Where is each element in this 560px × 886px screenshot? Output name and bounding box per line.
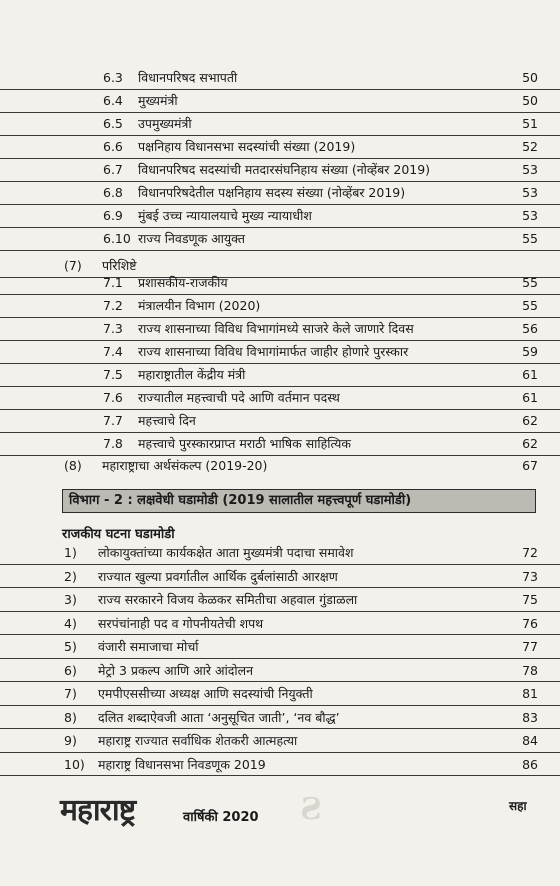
toc-entry-number: 6.7 [103, 162, 123, 177]
toc-page-number: 86 [522, 756, 538, 772]
toc-entry-number: 6.9 [103, 208, 123, 223]
toc-entry [0, 730, 560, 753]
toc-entry [0, 159, 560, 182]
toc-entry-number: 10) [64, 756, 85, 772]
toc-page-number: 61 [522, 390, 538, 405]
magazine-edition: वार्षिकी 2020 [183, 810, 259, 825]
toc-entry-title: विधानपरिषद सभापती [138, 70, 238, 85]
toc-entry [0, 410, 560, 433]
toc-entry [0, 90, 560, 113]
toc-entry-number: 4) [64, 615, 77, 631]
toc-group-8 [0, 455, 560, 478]
toc-entry-number: 7.3 [103, 321, 123, 336]
toc-entry-title: वंजारी समाजाचा मोर्चा [98, 639, 199, 654]
toc-entry-title: पक्षनिहाय विधानसभा सदस्यांची संख्या (2019) [138, 139, 356, 154]
section-subheading: राजकीय घटना घडामोडी [62, 527, 175, 542]
toc-entry-number: 6.3 [103, 70, 123, 85]
toc-entry-title: मुख्यमंत्री [138, 93, 178, 108]
toc-entry-number: 7.7 [103, 413, 123, 428]
toc-page-number: 62 [522, 436, 538, 451]
toc-entry [0, 272, 560, 295]
toc-entry-number: 8) [64, 709, 77, 725]
toc-group-number: (7) [64, 258, 82, 273]
toc-entry-title: विधानपरिषदेतील पक्षनिहाय सदस्य संख्या (नोव्हेंबर 2019) [138, 185, 406, 200]
toc-entry-number: 3) [64, 592, 77, 607]
toc-page-number: 56 [522, 321, 538, 336]
toc-page-number: 78 [522, 662, 538, 678]
toc-entry-title: राज्यात खुल्या प्रवर्गातील आर्थिक दुर्बलांसाठी आरक्षण [98, 568, 338, 584]
toc-entry-title: राज्य शासनाच्या विविध विभागांमध्ये साजरे केले जाणारे दिवस [138, 321, 414, 336]
toc-entry-number: 6.6 [103, 139, 123, 154]
toc-entry-number: 7.6 [103, 390, 123, 405]
toc-entry-number: 7) [64, 686, 77, 701]
page-folio: सहा [509, 799, 527, 813]
toc-page-number: 59 [522, 344, 538, 359]
toc-page-number: 53 [522, 208, 538, 223]
toc-page-number: 55 [522, 275, 538, 290]
toc-group-title: महाराष्ट्राचा अर्थसंकल्प (2019-20) [102, 458, 268, 473]
toc-entry-number: 6.4 [103, 93, 123, 108]
toc-page-number: 76 [522, 615, 538, 631]
toc-page-number: 53 [522, 162, 538, 177]
toc-entry [0, 636, 560, 659]
toc-entry-title: उपमुख्यमंत्री [138, 116, 192, 131]
toc-entry-title: मुंबई उच्च न्यायालयाचे मुख्य न्यायाधीश [138, 208, 312, 223]
toc-entry-title: सरपंचांनाही पद व गोपनीयतेची शपथ [98, 615, 264, 631]
toc-entry-number: 7.8 [103, 436, 123, 451]
toc-entry-title: एमपीएससीच्या अध्यक्ष आणि सदस्यांची नियुक्ती [98, 686, 313, 701]
toc-page-number: 51 [522, 116, 538, 131]
toc-entry-number: 2) [64, 568, 77, 584]
toc-entry-number: 7.2 [103, 298, 123, 313]
toc-entry-title: महाराष्ट्र विधानसभा निवडणूक 2019 [98, 756, 266, 772]
toc-page-number: 72 [522, 545, 538, 560]
toc-entry-title: मेट्रो 3 प्रकल्प आणि आरे आंदोलन [98, 662, 254, 678]
toc-entry-number: 1) [64, 545, 77, 560]
magazine-logo: महाराष्ट्र [60, 793, 136, 828]
toc-entry-title: महत्त्वाचे पुरस्कारप्राप्त मराठी भाषिक साहित्यिक [138, 436, 351, 451]
toc-entry-title: दलित शब्दाऐवजी आता ‘अनुसूचित जाती’, ‘नव बौद्ध’ [98, 709, 340, 725]
toc-entry-title: महत्त्वाचे दिन [138, 413, 196, 428]
toc-page-number: 77 [522, 639, 538, 654]
toc-entry-title: राज्य शासनाच्या विविध विभागांमार्फत जाहीर होणारे पुरस्कार [138, 344, 409, 359]
toc-entry [0, 660, 560, 683]
toc-entry [0, 387, 560, 410]
toc-entry [0, 589, 560, 612]
toc-entry [0, 566, 560, 589]
toc-entry-title: राज्य सरकारने विजय केळकर समितीचा अहवाल गुंडाळला [98, 592, 358, 607]
toc-entry-title: प्रशासकीय-राजकीय [138, 275, 228, 290]
toc-entry [0, 113, 560, 136]
toc-page-number: 52 [522, 139, 538, 154]
toc-entry-title: लोकायुक्तांच्या कार्यकक्षेत आता मुख्यमंत्री पदाचा समावेश [98, 545, 354, 560]
toc-entry [0, 182, 560, 205]
toc-entry [0, 295, 560, 318]
toc-page-number: 50 [522, 70, 538, 85]
toc-entry [0, 136, 560, 159]
toc-page-number: 84 [522, 733, 538, 748]
toc-entry [0, 318, 560, 341]
toc-entry-number: 6) [64, 662, 77, 678]
toc-entry-title: राज्य निवडणूक आयुक्त [138, 231, 245, 246]
toc-entry-title: महाराष्ट्रातील केंद्रीय मंत्री [138, 367, 246, 382]
toc-page-number: 61 [522, 367, 538, 382]
toc-entry-title: मंत्रालयीन विभाग (2020) [138, 298, 261, 313]
toc-entry-number: 5) [64, 639, 77, 654]
background-watermark: Ƨ [300, 792, 322, 827]
toc-entry [0, 433, 560, 456]
toc-entry [0, 364, 560, 387]
toc-page-number: 55 [522, 231, 538, 246]
toc-entry-number: 7.5 [103, 367, 123, 382]
toc-entry-number: 7.1 [103, 275, 123, 290]
toc-entry [0, 542, 560, 565]
toc-entry-number: 9) [64, 733, 77, 748]
toc-entry-number: 6.5 [103, 116, 123, 131]
toc-page-number: 67 [522, 458, 538, 473]
toc-page-number: 53 [522, 185, 538, 200]
toc-entry-title: विधानपरिषद सदस्यांची मतदारसंघनिहाय संख्या (नोव्हेंबर 2019) [138, 162, 431, 177]
toc-entry [0, 707, 560, 730]
toc-page-number: 55 [522, 298, 538, 313]
toc-page-number: 75 [522, 592, 538, 607]
toc-entry-title: महाराष्ट्र राज्यात सर्वाधिक शेतकरी आत्महत्या [98, 733, 298, 748]
toc-page-number: 62 [522, 413, 538, 428]
toc-group-title: परिशिष्टे [102, 258, 137, 273]
toc-group-number: (8) [64, 458, 82, 473]
toc-entry [0, 228, 560, 251]
toc-entry [0, 683, 560, 706]
toc-entry [0, 205, 560, 228]
toc-page-number: 73 [522, 568, 538, 584]
toc-page-number: 83 [522, 709, 538, 725]
toc-entry [0, 613, 560, 636]
toc-page-number: 50 [522, 93, 538, 108]
toc-page-number: 81 [522, 686, 538, 701]
section-banner: विभाग - 2 : लक्षवेधी घडामोडी (2019 सालातील महत्त्वपूर्ण घडामोडी) [62, 489, 536, 513]
toc-entry [0, 67, 560, 90]
toc-entry [0, 754, 560, 777]
toc-entry [0, 341, 560, 364]
toc-entry-number: 6.10 [103, 231, 131, 246]
toc-entry-number: 6.8 [103, 185, 123, 200]
toc-entry-number: 7.4 [103, 344, 123, 359]
toc-entry-title: राज्यातील महत्त्वाची पदे आणि वर्तमान पदस्थ [138, 390, 340, 405]
